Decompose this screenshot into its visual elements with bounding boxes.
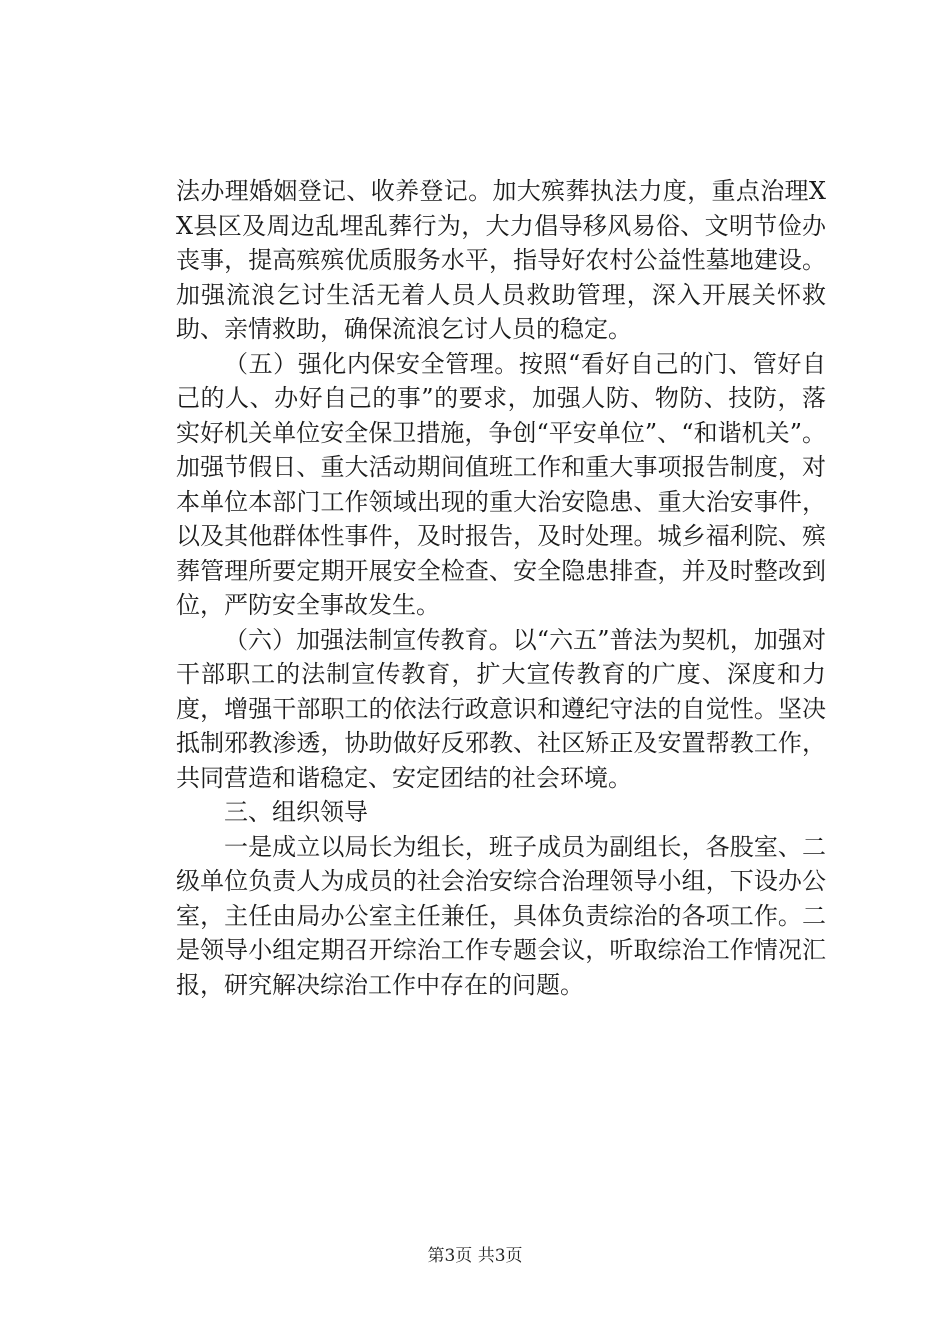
paragraph-legal-education: （六）加强法制宣传教育。以“六五”普法为契机，加强对干部职工的法制宣传教育，扩大宣传教育的广度、深度和力度，增强干部职工的依法行政意识和遵纪守法的自觉性。坚决抵制邪教渗透，协助做好反邪教、社区矫正及安置帮教工作，共同营造和谐稳定、安定团结的社会环境。	[176, 625, 826, 792]
paragraph-continuation: 法办理婚姻登记、收养登记。加大殡葬执法力度，重点治理XX县区及周边乱埋乱葬行为，大力倡导移风易俗、文明节俭办丧事，提高殡殡优质服务水平，指导好农村公益性墓地建设。加强流浪乞讨生活无着人员人员救助管理，深入开展关怀救助、亲情救助，确保流浪乞讨人员的稳定。	[176, 177, 826, 343]
page-footer: 第3页 共3页	[427, 1246, 523, 1266]
document-body	[176, 174, 826, 1002]
paragraph-organization: 一是成立以局长为组长，班子成员为副组长，各股室、二级单位负责人为成员的社会治安综合治理领导小组，下设办公室，主任由局办公室主任兼任，具体负责综治的各项工作。二是领导小组定期召开综治工作专题会议，听取综治工作情况汇报，研究解决综治工作中存在的问题。	[176, 832, 826, 999]
paragraph-security-management: （五）强化内保安全管理。按照“看好自己的门、管好自己的人、办好自己的事”的要求，加强人防、物防、技防，落实好机关单位安全保卫措施，争创“平安单位”、“和谐机关”。加强节假日、重大活动期间值班工作和重大事项报告制度，对本单位本部门工作领域出现的重大治安隐患、重大治安事件，以及其他群体性事件，及时报告，及时处理。城乡福利院、殡葬管理所要定期开展安全检查、安全隐患排查，并及时整改到位，严防安全事故发生。	[176, 349, 826, 619]
section-heading-organization: 三、组织领导	[224, 798, 368, 826]
